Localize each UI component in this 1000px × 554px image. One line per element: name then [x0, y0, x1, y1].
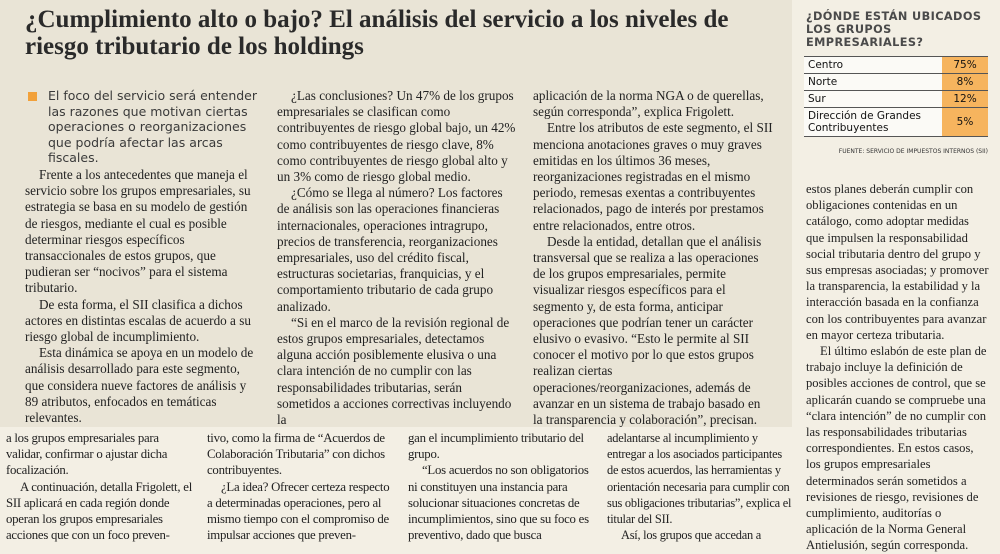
source-note: FUENTE: SERVICIO DE IMPUESTOS INTERNOS (SII) — [838, 148, 988, 155]
article-column-5 — [6, 430, 196, 543]
region-percentage: 12% — [942, 91, 988, 108]
paragraph: a los grupos empresariales para validar, confirmar o ajustar dicha focalización. — [6, 431, 168, 478]
sidebar-title: ¿DÓNDE ESTÁN UBICADOS LOS GRUPOS EMPRESARIALES? — [806, 10, 982, 49]
article-column-1 — [25, 167, 261, 426]
paragraph: Frente a los antecedentes que maneja el servicio sobre los grupos empresariales, su estrategia se basa en su modelo de gestión de riesgos, mediante el cual es posible determinar riesgos específicos transaccionales de estos grupos, que pudieran ser “nocivos” para el sistema tributario. — [25, 167, 251, 296]
lead-paragraph: El foco del servicio será entender las razones que motivan ciertas operaciones o reorganizaciones que podría afectar las arcas fiscales. — [48, 88, 258, 165]
region-table — [804, 56, 988, 137]
paragraph: adelantarse al incumplimiento y entregar a los asociados participantes de estos acuerdos, las herramientas y orientación necesaria para cumplir con sus obligaciones tributarias”, explica el titular del SII. — [607, 431, 792, 527]
paragraph: tivo, como la firma de “Acuerdos de Colaboración Tributaria” con dichos contribuyentes. — [207, 431, 385, 478]
article-column-3 — [533, 88, 773, 428]
paragraph: gan el incumplimiento tributario del grupo. — [408, 431, 584, 462]
paragraph: ¿Cómo se llega al número? Los factores de análisis son las operaciones financieras internacionales, operaciones intragrupo, precios de transferencia, reorganizaciones empresariales, uso del crédito fiscal, estructuras societarias, franquicias, y el comportamiento tributario de cada grupo analizado. — [277, 185, 503, 314]
paragraph: estos planes deberán cumplir con obligaciones contenidas en un catálogo, como adoptar medidas que impulsen la responsabilidad social tributaria dentro del grupo y sus empresas asociadas; y promover la transparencia, la estabilidad y la interacción basada en la confianza con los contribuyentes para avanzar en mayor certeza tributaria. — [806, 182, 989, 342]
paragraph: Esta dinámica se apoya en un modelo de análisis desarrollado para este segmento, que considera nueve factores de análisis y 89 atributos, enfocados en temáticas relevantes. — [25, 345, 254, 426]
region-percentage: 5% — [942, 108, 988, 137]
paragraph: Desde la entidad, detallan que el análisis transversal que se realiza a las operaciones de los grupos empresariales, permite visualizar riesgos específicos para el segmento y, de esta forma, anticipar operaciones que podrían tener un carácter elusivo o evasivo. “Esto le permite al SII conocer el motivo por lo que estos grupos realizan ciertas operaciones/reorganizaciones, además de avanzar en un sistema de trabajo basado en la transparencia y colaboración”, precisan. — [533, 233, 762, 428]
paragraph: De esta forma, el SII clasifica a dichos actores en distintas escalas de acuerdo a su riesgo global de incumplimiento. — [25, 296, 251, 345]
article-column-4 — [806, 181, 989, 554]
paragraph: “Si en el marco de la revisión regional de estos grupos empresariales, detectamos alguna acción posiblemente elusiva o una clara intención de no cumplir con las responsabilidades tributarias, serán sometidos a acciones correctivas incluyendo la — [277, 314, 512, 428]
paragraph: aplicación de la norma NGA o de querellas, según corresponda”, explica Frigolett. — [533, 88, 764, 120]
paragraph: “Los acuerdos no son obligatorios ni constituyen una instancia para solucionar situaciones concretas de incumplimientos, sino que su foco es preventivo, dado que busca — [408, 463, 589, 543]
region-name: Sur — [804, 91, 942, 108]
paragraph: A continuación, detalla Frigolett, el SII aplicará en cada región donde operan los grupos empresariales acciones que con un foco preven- — [6, 479, 192, 543]
paragraph: ¿La idea? Ofrecer certeza respecto a determinadas operaciones, pero al mismo tiempo con el compromiso de impulsar acciones que preven- — [207, 479, 390, 543]
lead-bullet-icon — [28, 92, 37, 101]
article-column-6 — [207, 430, 397, 543]
region-name: Norte — [804, 74, 942, 91]
region-name: Centro — [804, 57, 942, 74]
article-column-8 — [607, 430, 793, 543]
paragraph: El último eslabón de este plan de trabajo incluye la definición de posibles acciones de control, que se aplicarán cuando se compruebe una “clara intención” de no cumplir con las responsabilidades tributarias correspondientes. En estos casos, los grupos empresariales determinados serán sometidos a revisiones de riesgo, revisiones de cumplimiento, auditorías o aplicación de la Norma General Antielusión, según corresponda. — [806, 344, 987, 553]
region-name: Dirección de Grandes Contribuyentes — [804, 108, 942, 137]
article-column-2 — [277, 88, 517, 428]
table-row — [804, 91, 988, 108]
article-column-7 — [408, 430, 596, 543]
table-row — [804, 74, 988, 91]
table-row — [804, 108, 988, 137]
paragraph: ¿Las conclusiones? Un 47% de los grupos empresariales se clasifican como contribuyentes de riesgo global bajo, un 42% como contribuyentes de riesgo clave, 8% como contribuyentes de riesgo global alto y un 3% como de riesgo global medio. — [277, 88, 516, 185]
paragraph: Entre los atributos de este segmento, el SII menciona anotaciones graves o muy graves emitidas en los últimos 36 meses, reorganizaciones registradas en el mismo periodo, remesas exentas a contribuyentes relacionados, pago de interés por prestamos entre relacionados, entre otros. — [533, 120, 773, 233]
region-percentage: 75% — [942, 57, 988, 74]
paragraph: Así, los grupos que accedan a — [621, 528, 762, 543]
table-row — [804, 57, 988, 74]
headline: ¿Cumplimiento alto o bajo? El análisis del servicio a los niveles de riesgo tributario de los holdings — [25, 6, 729, 60]
region-percentage: 8% — [942, 74, 988, 91]
